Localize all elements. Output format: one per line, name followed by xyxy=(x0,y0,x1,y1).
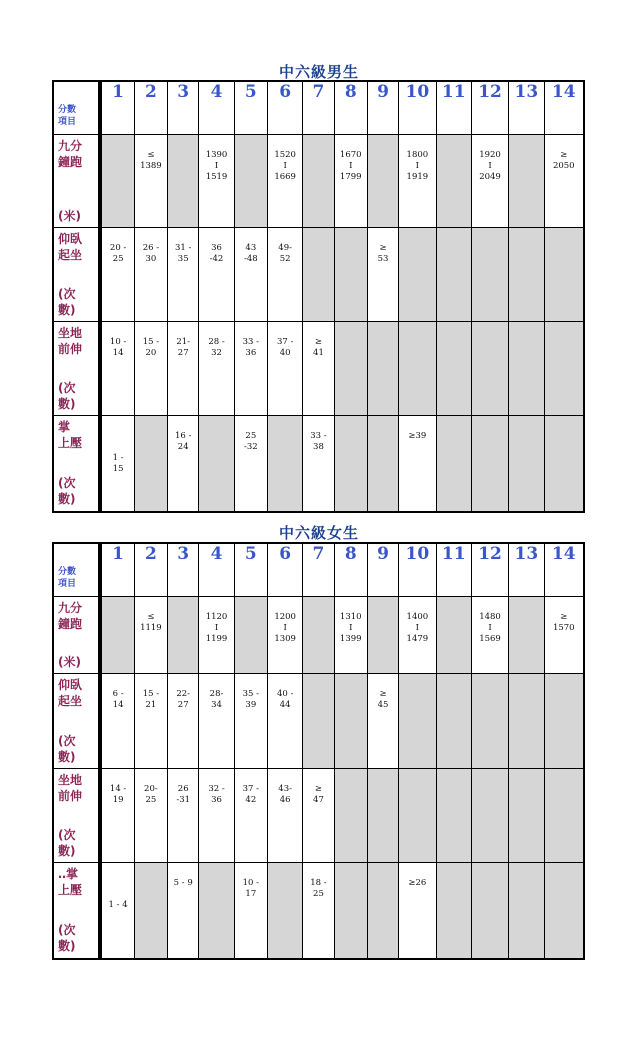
score-cell xyxy=(268,769,303,863)
fitness-item-unit: (次 數) xyxy=(58,923,76,953)
score-range-text: 15 - 20 xyxy=(142,337,160,358)
score-range-text xyxy=(437,597,471,612)
score-cell xyxy=(335,674,368,769)
score-range-text: ≥ 41 xyxy=(313,337,324,358)
score-range-text: 36 -42 xyxy=(209,243,224,264)
score-range-text: 31 - 35 xyxy=(175,243,192,264)
score-range-text: ≥ 45 xyxy=(377,689,389,710)
fitness-item-unit: (米) xyxy=(58,655,81,669)
score-header-10: 10 xyxy=(399,544,436,597)
score-range-text xyxy=(399,228,435,243)
score-cell xyxy=(235,769,268,863)
score-range-text: ≤ 1119 xyxy=(140,612,162,633)
score-header-9: 9 xyxy=(368,82,399,135)
score-range-text xyxy=(509,674,543,689)
score-range-text: 1480 I 1569 xyxy=(479,612,501,644)
boys-table-title: 中六級男生 xyxy=(278,63,359,81)
score-range-text: 1800 I 1919 xyxy=(406,150,429,182)
score-cell xyxy=(303,228,334,322)
score-cell xyxy=(168,322,199,416)
score-cell xyxy=(135,416,168,511)
score-cell xyxy=(102,597,134,674)
table-row xyxy=(54,228,583,322)
score-range-text xyxy=(335,769,367,784)
score-cell xyxy=(335,769,368,863)
score-range-text xyxy=(509,228,543,243)
score-range-text xyxy=(303,597,333,612)
score-header-13: 13 xyxy=(509,82,544,135)
score-cell xyxy=(472,135,509,228)
fitness-item-unit: (米) xyxy=(58,209,81,223)
row-label-cell xyxy=(54,322,102,416)
score-range-text: ≥ 53 xyxy=(377,243,389,264)
score-header-3: 3 xyxy=(168,82,199,135)
score-cell xyxy=(235,416,268,511)
score-range-text xyxy=(545,863,583,878)
score-header-8: 8 xyxy=(335,82,368,135)
score-cell xyxy=(399,597,436,674)
score-cell xyxy=(437,135,472,228)
table-row xyxy=(54,769,583,863)
score-range-text xyxy=(437,228,471,243)
score-cell xyxy=(545,322,583,416)
score-range-text xyxy=(268,863,302,878)
score-cell xyxy=(135,674,168,769)
score-cell xyxy=(303,416,334,511)
score-cell xyxy=(399,769,436,863)
score-range-text: 18 - 25 xyxy=(310,878,327,899)
score-range-text xyxy=(437,135,471,150)
score-range-text xyxy=(135,863,167,878)
score-header-1: 1 xyxy=(102,82,134,135)
score-range-text: ≥ 47 xyxy=(313,784,324,805)
score-cell xyxy=(399,674,436,769)
score-range-text: ≥ 1570 xyxy=(552,612,575,633)
score-cell xyxy=(268,863,303,958)
score-range-text xyxy=(368,863,398,878)
score-cell xyxy=(303,135,334,228)
fitness-item-name: ‥掌 上壓 xyxy=(58,867,83,897)
score-range-text xyxy=(102,597,133,612)
score-range-text: 26 - 30 xyxy=(142,243,160,264)
score-range-text xyxy=(368,597,398,612)
score-range-text: 1120 I 1199 xyxy=(205,612,228,644)
score-cell xyxy=(235,597,268,674)
score-header-5: 5 xyxy=(235,544,268,597)
score-cell xyxy=(545,863,583,958)
score-range-text: ≥ 2050 xyxy=(552,150,575,171)
score-header-11: 11 xyxy=(437,544,472,597)
score-range-text xyxy=(437,322,471,337)
score-range-text xyxy=(335,416,367,431)
score-range-text: 49- 52 xyxy=(278,243,292,264)
header-label-cell xyxy=(54,82,102,135)
score-cell xyxy=(335,597,368,674)
row-label-cell xyxy=(54,863,102,958)
score-cell xyxy=(303,322,334,416)
table-row xyxy=(54,597,583,674)
row-label-cell xyxy=(54,597,102,674)
score-cell xyxy=(102,322,134,416)
score-header-2: 2 xyxy=(135,544,168,597)
score-cell xyxy=(399,416,436,511)
score-cell xyxy=(509,597,544,674)
score-header-6: 6 xyxy=(268,544,303,597)
score-range-text xyxy=(268,416,302,431)
score-cell xyxy=(437,769,472,863)
score-range-text xyxy=(335,228,367,243)
row-label-cell xyxy=(54,416,102,511)
score-cell xyxy=(168,416,199,511)
score-cell xyxy=(368,135,399,228)
score-range-text xyxy=(437,769,471,784)
score-range-text xyxy=(199,416,233,431)
score-header-8: 8 xyxy=(335,544,368,597)
score-range-text xyxy=(509,416,543,431)
score-range-text xyxy=(102,135,133,150)
score-range-text: 28 - 32 xyxy=(208,337,225,358)
fitness-item-name: 九分 鐘跑 xyxy=(58,601,83,631)
score-cell xyxy=(545,674,583,769)
score-cell xyxy=(368,416,399,511)
score-header-11: 11 xyxy=(437,82,472,135)
fitness-item-unit: (次 數) xyxy=(58,734,76,764)
girls-table-title: 中六級女生 xyxy=(278,524,359,542)
score-range-text xyxy=(509,322,543,337)
score-cell xyxy=(303,863,334,958)
score-range-text: 15 - 21 xyxy=(142,689,160,710)
score-cell xyxy=(437,416,472,511)
score-item-header: 分數 項目 xyxy=(58,105,77,127)
score-cell xyxy=(135,322,168,416)
table-row xyxy=(54,674,583,769)
score-range-text xyxy=(437,674,471,689)
score-range-text xyxy=(303,135,333,150)
score-range-text: 1 - 15 xyxy=(112,453,124,474)
score-range-text xyxy=(472,769,508,784)
score-cell xyxy=(368,597,399,674)
score-range-text xyxy=(368,135,398,150)
score-cell xyxy=(268,322,303,416)
score-cell xyxy=(545,769,583,863)
score-cell xyxy=(135,228,168,322)
score-range-text: 32 - 36 xyxy=(208,784,225,805)
fitness-item-name: 掌 上壓 xyxy=(58,420,83,450)
score-cell xyxy=(399,135,436,228)
score-cell xyxy=(509,416,544,511)
score-range-text xyxy=(545,416,583,431)
score-cell xyxy=(399,228,436,322)
table-row xyxy=(54,416,583,511)
boys-score-table xyxy=(52,80,585,513)
score-cell xyxy=(168,769,199,863)
score-header-7: 7 xyxy=(303,544,334,597)
score-cell xyxy=(368,228,399,322)
score-range-text: 43 -48 xyxy=(243,243,258,264)
score-cell xyxy=(472,674,509,769)
score-cell xyxy=(102,769,134,863)
score-cell xyxy=(102,863,134,958)
row-label-cell xyxy=(54,135,102,228)
score-header-14: 14 xyxy=(545,544,583,597)
score-range-text xyxy=(399,322,435,337)
score-range-text: 5 - 9 xyxy=(173,878,193,888)
score-range-text: 20- 25 xyxy=(144,784,158,805)
table-row xyxy=(54,135,583,228)
score-header-2: 2 xyxy=(135,82,168,135)
score-range-text xyxy=(437,863,471,878)
score-header-12: 12 xyxy=(472,82,509,135)
score-range-text xyxy=(135,416,167,431)
score-cell xyxy=(368,769,399,863)
score-cell xyxy=(437,863,472,958)
score-range-text: ≤ 1389 xyxy=(140,150,162,171)
score-cell xyxy=(268,674,303,769)
score-cell xyxy=(472,863,509,958)
score-cell xyxy=(268,135,303,228)
score-range-text: 37 - 42 xyxy=(242,784,260,805)
score-range-text: 1520 I 1669 xyxy=(274,150,296,182)
score-cell xyxy=(335,416,368,511)
score-cell xyxy=(335,322,368,416)
score-cell xyxy=(199,863,234,958)
fitness-item-name: 坐地 前伸 xyxy=(58,326,83,356)
score-cell xyxy=(168,597,199,674)
score-header-5: 5 xyxy=(235,82,268,135)
table-row xyxy=(54,863,583,958)
score-cell xyxy=(199,674,234,769)
score-range-text: 26 -31 xyxy=(176,784,191,805)
score-cell xyxy=(199,416,234,511)
score-range-text xyxy=(437,416,471,431)
score-cell xyxy=(303,674,334,769)
score-cell xyxy=(199,769,234,863)
score-range-text xyxy=(545,322,583,337)
score-range-text: 1200 I 1309 xyxy=(274,612,296,644)
score-header-7: 7 xyxy=(303,82,334,135)
score-range-text: 22- 27 xyxy=(176,689,191,710)
score-cell xyxy=(509,228,544,322)
fitness-item-name: 九分 鐘跑 xyxy=(58,139,83,169)
score-range-text xyxy=(335,863,367,878)
score-cell xyxy=(472,228,509,322)
score-range-text xyxy=(199,863,233,878)
score-cell xyxy=(335,228,368,322)
score-range-text xyxy=(303,228,333,243)
score-cell xyxy=(199,597,234,674)
fitness-item-unit: (次 數) xyxy=(58,381,76,411)
score-range-text: 25 -32 xyxy=(243,431,258,452)
score-range-text xyxy=(168,597,198,612)
score-range-text xyxy=(472,228,508,243)
score-range-text xyxy=(545,674,583,689)
fitness-item-name: 仰臥 起坐 xyxy=(58,232,83,262)
fitness-item-unit: (次 數) xyxy=(58,828,76,858)
score-range-text xyxy=(509,769,543,784)
score-cell xyxy=(135,863,168,958)
row-label-cell xyxy=(54,769,102,863)
score-range-text: 1400 I 1479 xyxy=(406,612,429,644)
score-range-text: 6 - 14 xyxy=(112,689,124,710)
score-cell xyxy=(399,863,436,958)
score-header-12: 12 xyxy=(472,544,509,597)
score-range-text: 1920 I 2049 xyxy=(479,150,501,182)
fitness-item-unit: (次 數) xyxy=(58,476,76,506)
score-cell xyxy=(168,135,199,228)
score-cell xyxy=(235,228,268,322)
row-label-cell xyxy=(54,228,102,322)
score-range-text xyxy=(235,597,267,612)
score-cell xyxy=(303,597,334,674)
score-cell xyxy=(168,228,199,322)
score-cell xyxy=(335,863,368,958)
score-range-text: 1670 I 1799 xyxy=(339,150,362,182)
score-cell xyxy=(168,863,199,958)
score-cell xyxy=(399,322,436,416)
score-range-text: 37 - 40 xyxy=(276,337,294,358)
score-cell xyxy=(509,135,544,228)
score-range-text xyxy=(335,674,367,689)
score-range-text xyxy=(303,674,333,689)
score-range-text: 16 - 24 xyxy=(175,431,192,452)
score-range-text: ≥39 xyxy=(408,431,427,441)
score-range-text: 1390 I 1519 xyxy=(205,150,228,182)
score-cell xyxy=(545,228,583,322)
score-range-text xyxy=(509,863,543,878)
score-cell xyxy=(102,674,134,769)
score-cell xyxy=(102,416,134,511)
score-cell xyxy=(509,769,544,863)
score-cell xyxy=(368,863,399,958)
score-range-text: ≥26 xyxy=(408,878,427,888)
score-header-4: 4 xyxy=(199,544,234,597)
score-range-text xyxy=(472,863,508,878)
score-cell xyxy=(437,228,472,322)
score-range-text xyxy=(399,769,435,784)
score-cell xyxy=(102,228,134,322)
score-range-text: 35 - 39 xyxy=(242,689,260,710)
score-range-text: 1 - 4 xyxy=(108,900,128,910)
score-cell xyxy=(199,135,234,228)
score-range-text: 14 - 19 xyxy=(109,784,127,805)
score-cell xyxy=(368,322,399,416)
score-range-text xyxy=(472,674,508,689)
header-label-cell xyxy=(54,544,102,597)
score-cell xyxy=(545,416,583,511)
score-range-text xyxy=(472,416,508,431)
score-range-text: 33 - 36 xyxy=(242,337,260,358)
score-cell xyxy=(268,597,303,674)
score-range-text: 10 - 14 xyxy=(109,337,127,358)
score-range-text xyxy=(545,769,583,784)
score-cell xyxy=(368,674,399,769)
score-range-text xyxy=(368,322,398,337)
score-range-text: 20 - 25 xyxy=(109,243,127,264)
score-range-text: 43- 46 xyxy=(278,784,292,805)
table-row xyxy=(54,322,583,416)
score-cell xyxy=(268,228,303,322)
score-header-9: 9 xyxy=(368,544,399,597)
score-range-text: 10 - 17 xyxy=(242,878,260,899)
score-header-13: 13 xyxy=(509,544,544,597)
fitness-item-unit: (次 數) xyxy=(58,287,76,317)
girls-score-table xyxy=(52,542,585,960)
score-cell xyxy=(168,674,199,769)
score-range-text xyxy=(545,228,583,243)
score-cell xyxy=(199,228,234,322)
score-header-14: 14 xyxy=(545,82,583,135)
score-range-text xyxy=(335,322,367,337)
score-range-text xyxy=(509,597,543,612)
score-cell xyxy=(303,769,334,863)
score-item-header: 分數 項目 xyxy=(58,567,77,589)
score-header-3: 3 xyxy=(168,544,199,597)
score-cell xyxy=(509,863,544,958)
score-cell xyxy=(472,769,509,863)
score-range-text xyxy=(168,135,198,150)
fitness-item-name: 仰臥 起坐 xyxy=(58,678,83,708)
score-cell xyxy=(102,135,134,228)
score-range-text: 28- 34 xyxy=(209,689,224,710)
score-range-text xyxy=(368,416,398,431)
score-cell xyxy=(235,135,268,228)
score-cell xyxy=(335,135,368,228)
score-cell xyxy=(135,769,168,863)
score-range-text xyxy=(399,674,435,689)
score-range-text xyxy=(472,322,508,337)
row-label-cell xyxy=(54,674,102,769)
score-cell xyxy=(268,416,303,511)
header-row xyxy=(54,82,583,135)
score-range-text: 1310 I 1399 xyxy=(339,612,362,644)
score-range-text: 40 - 44 xyxy=(276,689,294,710)
score-header-6: 6 xyxy=(268,82,303,135)
score-range-text: 33 - 38 xyxy=(310,431,327,452)
score-cell xyxy=(235,674,268,769)
score-cell xyxy=(472,416,509,511)
score-cell xyxy=(545,135,583,228)
score-header-4: 4 xyxy=(199,82,234,135)
fitness-item-name: 坐地 前伸 xyxy=(58,773,83,803)
score-range-text xyxy=(509,135,543,150)
header-row xyxy=(54,544,583,597)
score-cell xyxy=(235,322,268,416)
score-header-1: 1 xyxy=(102,544,134,597)
score-cell xyxy=(509,674,544,769)
score-cell xyxy=(472,322,509,416)
score-range-text xyxy=(235,135,267,150)
score-cell xyxy=(235,863,268,958)
score-range-text xyxy=(368,769,398,784)
score-cell xyxy=(472,597,509,674)
score-cell xyxy=(437,322,472,416)
score-header-10: 10 xyxy=(399,82,436,135)
score-cell xyxy=(437,674,472,769)
score-cell xyxy=(135,135,168,228)
score-cell xyxy=(437,597,472,674)
score-cell xyxy=(199,322,234,416)
score-cell xyxy=(509,322,544,416)
score-range-text: 21- 27 xyxy=(176,337,191,358)
score-cell xyxy=(135,597,168,674)
score-cell xyxy=(545,597,583,674)
